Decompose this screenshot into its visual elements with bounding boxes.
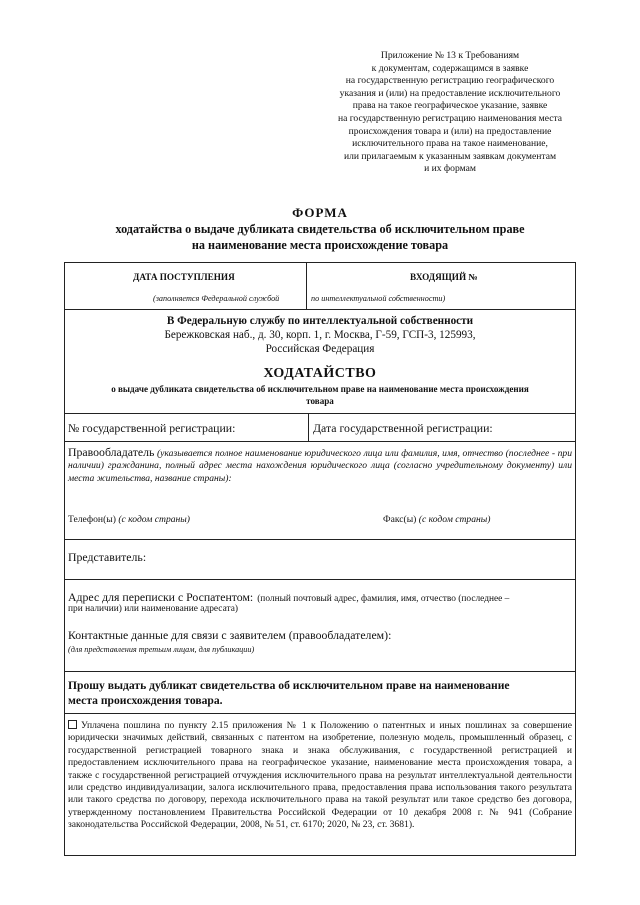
fax-note: (с кодом страны) [418, 514, 491, 525]
request-text [68, 678, 574, 708]
divider [65, 413, 575, 414]
form-title-line: ходатайства о выдаче дубликата свидетельства об исключительном праве [115, 222, 525, 236]
fax-label: Факс(ы) [383, 514, 417, 525]
phone-note: (с кодом страны) [118, 514, 190, 525]
fee-paid-checkbox[interactable] [68, 720, 77, 729]
representative-label: Представитель: [68, 550, 147, 564]
correspondence-note-line2: при наличии) или наименование адресата) [68, 604, 238, 614]
filled-by-note-right: по интеллектуальной собственности) [311, 294, 446, 303]
header-divider [306, 263, 307, 309]
filled-by-note-left: (заполняется Федеральной службой [153, 294, 280, 303]
divider [65, 579, 575, 580]
annex-line: на государственную регистрацию наименования места [337, 112, 563, 124]
form-title [60, 221, 580, 253]
petition-title: ХОДАТАЙСТВО [263, 366, 377, 381]
contact-label: Контактные данные для связи с заявителем (правообладателем): [68, 628, 392, 642]
registration-date-label: Дата государственной регистрации: [313, 421, 493, 435]
fee-text: Уплачена пошлина по пункту 2.15 приложения № 1 к Положению о патентных и иных пошлинах за совершение юридически значимых действий, связанных с патентом на изобретение, полезную модель, промышленный образец, с государственной регистрацией товарного знака и знака обслуживания, с государственной регистрацией и предоставлением исключительного права на географическое указание, наименование места происхождения товара, а также с государственной регистрацией отчуждения исключительного права на результат интеллектуальной деятельности или средство индивидуализации, залога исключительного права, предоставления права использования такого результата или такого средства по договору, перехода исключительного права на такой результат или такое средство без договора, утвержденному постановлением Правительства Российской Федерации от 10 декабря 2008 г. № 941 (Собрание законодательства Российской Федерации, 2008, № 51, ст. 6170; 2020, № 23, ст. 3681). [68, 720, 572, 831]
correspondence-note: (полный почтовый адрес, фамилия, имя, отчество (последнее – [257, 594, 510, 604]
addressee-address: Бережковская наб., д. 30, корп. 1, г. Москва, Г-59, ГСП-3, 125993, [164, 328, 476, 341]
request-line: места происхождения товара. [68, 694, 223, 707]
fax-field[interactable] [383, 514, 490, 525]
form-frame [64, 262, 576, 856]
annex-line: на государственную регистрацию географического [345, 75, 555, 87]
divider [65, 539, 575, 540]
phone-field[interactable] [68, 514, 190, 525]
petition-subtitle-line: товара [306, 396, 334, 406]
registration-divider [308, 413, 309, 441]
divider [65, 671, 575, 672]
divider [65, 309, 575, 310]
correspondence-label: Адрес для переписки с Роспатентом: [68, 590, 254, 604]
annex-line: указания и (или) на предоставление исключительного [339, 87, 561, 99]
annex-line: к документам, содержащимся в заявке [371, 62, 529, 74]
annex-line: Приложение № 13 к Требованиям [380, 50, 520, 61]
annex-line: исключительного права на такое наименование, [352, 138, 548, 150]
contact-note: (для представления третьим лицам, для публикации) [68, 645, 255, 654]
divider [65, 713, 575, 714]
rights-holder-note: (указывается полное наименование юридического лица или фамилия, имя, отчество (последнее - при наличии) гражданина, полный адрес места нахождения юридического лица (согласно учредительному документу) или места жительства, название страны): [68, 448, 572, 484]
registration-number-label: № государственной регистрации: [68, 421, 236, 435]
addressee-country: Российская Федерация [265, 342, 375, 355]
form-title-line: на наименование места происхождение товара [191, 238, 449, 252]
rights-holder-block [68, 446, 572, 485]
rights-holder-label: Правообладатель [68, 445, 155, 459]
annex-line: и их формам [424, 163, 476, 175]
phone-label: Телефон(ы) [68, 514, 116, 525]
divider [65, 441, 575, 442]
petition-subtitle [65, 383, 575, 407]
form-word: ФОРМА [292, 205, 348, 220]
addressee-line: В Федеральную службу по интеллектуальной собственности [166, 315, 474, 327]
annex-line: происхождения товара и (или) на предоставление [348, 125, 552, 137]
annex-line: или прилагаемым к указанным заявкам документам [343, 150, 557, 162]
request-line: Прошу выдать дубликат свидетельства об исключительном праве на наименование [68, 679, 510, 692]
addressee-block [65, 315, 575, 356]
fee-block [68, 720, 572, 832]
incoming-number-label: ВХОДЯЩИЙ № [410, 272, 478, 282]
date-received-label: ДАТА ПОСТУПЛЕНИЯ [133, 272, 235, 282]
annex-line: права на такое географическое указание, заявке [352, 100, 548, 112]
petition-subtitle-line: о выдаче дубликата свидетельства об исключительном праве на наименование места происхождения [111, 384, 529, 394]
annex-block [300, 50, 600, 176]
